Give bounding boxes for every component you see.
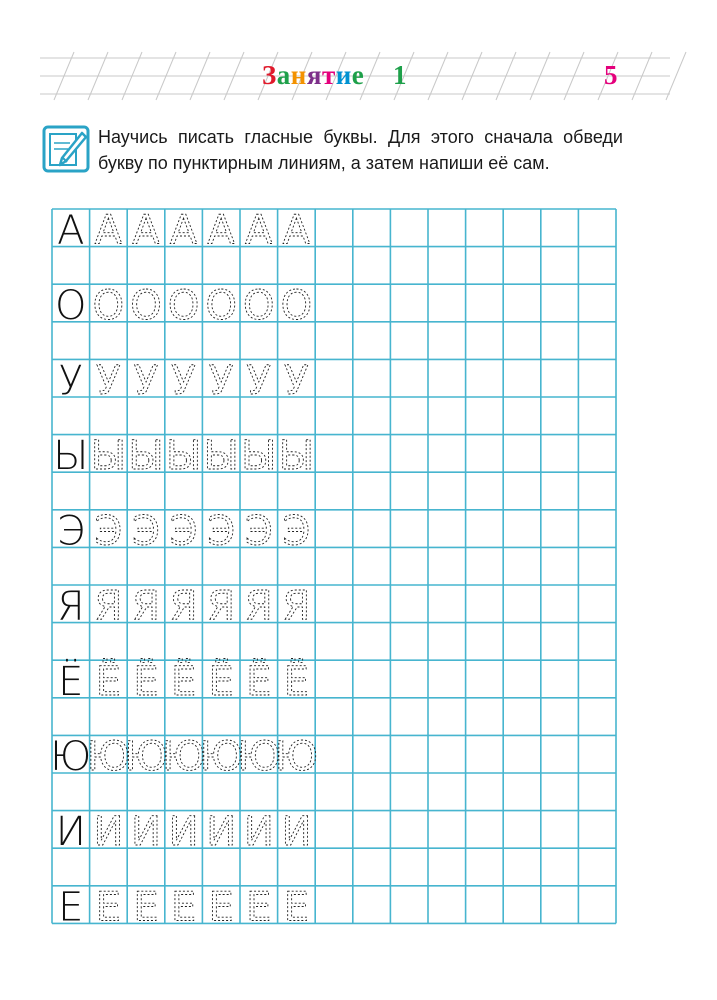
lesson-number: 1: [393, 60, 407, 90]
trace-letter: О: [280, 282, 313, 329]
trace-letter: Ы: [128, 433, 164, 480]
trace-letter: Е: [133, 884, 159, 931]
trace-letter: Э: [169, 508, 198, 555]
title-letter: и: [335, 60, 352, 90]
trace-letter: Е: [208, 884, 234, 931]
trace-letter: И: [281, 809, 312, 856]
trace-letter: А: [94, 207, 123, 254]
trace-letter: Ы: [165, 433, 202, 480]
sample-letter: Э: [56, 508, 85, 555]
trace-letter: А: [245, 207, 273, 254]
title-letter: т: [321, 60, 336, 90]
trace-letter: Ю: [124, 734, 168, 780]
trace-letter: А: [169, 207, 198, 254]
title-letter: а: [276, 60, 291, 90]
trace-letter: О: [92, 282, 125, 329]
trace-letter: Ю: [86, 734, 130, 780]
instruction-text: Научись писать гласные буквы. Для этого сначала обведи букву по пунктирным линиям, а затем напиши её сам.: [98, 127, 623, 173]
trace-letter: Я: [207, 583, 236, 630]
sample-letter: У: [58, 358, 83, 404]
trace-letter: О: [130, 282, 162, 329]
sample-letter: Ё: [58, 658, 84, 705]
trace-letter: А: [282, 207, 311, 254]
trace-letter: А: [207, 207, 235, 254]
sample-letter: Е: [58, 884, 84, 931]
trace-letter: Ё: [283, 658, 310, 705]
trace-letter: У: [284, 358, 309, 404]
sample-letter: А: [57, 207, 85, 254]
trace-letter: И: [206, 809, 237, 856]
trace-letter: У: [246, 358, 271, 404]
trace-letter: Я: [94, 583, 123, 630]
trace-letter: Ё: [246, 658, 272, 705]
trace-letter: Э: [94, 508, 123, 555]
trace-letter: У: [96, 358, 121, 404]
sample-letter: О: [55, 282, 87, 329]
sample-letter: Ы: [53, 433, 89, 480]
trace-letter: Я: [132, 583, 160, 630]
trace-letter: Я: [282, 583, 311, 630]
trace-letter: А: [132, 207, 160, 254]
trace-letter: Э: [282, 508, 311, 555]
trace-letter: О: [243, 282, 275, 329]
trace-letter: У: [209, 358, 234, 404]
trace-letter: Ю: [199, 734, 243, 780]
sample-letter: Я: [56, 583, 85, 630]
trace-letter: И: [131, 809, 161, 856]
trace-letter: О: [167, 282, 200, 329]
trace-letter: Е: [283, 884, 310, 931]
trace-letter: Ю: [274, 734, 318, 780]
sample-letter: Ю: [50, 734, 92, 780]
trace-letter: Е: [246, 884, 272, 931]
trace-letter: Е: [95, 884, 122, 931]
trace-letter: Е: [170, 884, 197, 931]
trace-letter: И: [243, 809, 274, 856]
trace-letter: Ё: [170, 658, 197, 705]
trace-letter: Ы: [241, 433, 277, 480]
title-letter: я: [306, 60, 322, 90]
trace-letter: Э: [207, 508, 236, 555]
title-letter: н: [290, 60, 307, 90]
trace-letter: Ю: [237, 734, 281, 780]
title-letter: З: [262, 60, 277, 90]
trace-letter: Ё: [133, 658, 159, 705]
trace-letter: Э: [132, 508, 160, 555]
trace-letter: Э: [244, 508, 273, 555]
trace-letter: У: [133, 358, 159, 404]
trace-letter: Ы: [278, 433, 315, 480]
trace-letter: Ё: [95, 658, 122, 705]
trace-letter: О: [205, 282, 237, 329]
trace-letter: Ы: [90, 433, 127, 480]
page-number: 5: [604, 60, 618, 90]
trace-letter: Ё: [208, 658, 234, 705]
trace-letter: И: [168, 809, 199, 856]
sample-letter: И: [55, 809, 86, 856]
trace-letter: Я: [169, 583, 198, 630]
trace-letter: У: [171, 358, 196, 404]
trace-letter: Я: [244, 583, 273, 630]
trace-letter: Ы: [203, 433, 239, 480]
trace-letter: Ю: [162, 734, 206, 780]
trace-letter: И: [93, 809, 124, 856]
title-letter: е: [351, 60, 365, 90]
